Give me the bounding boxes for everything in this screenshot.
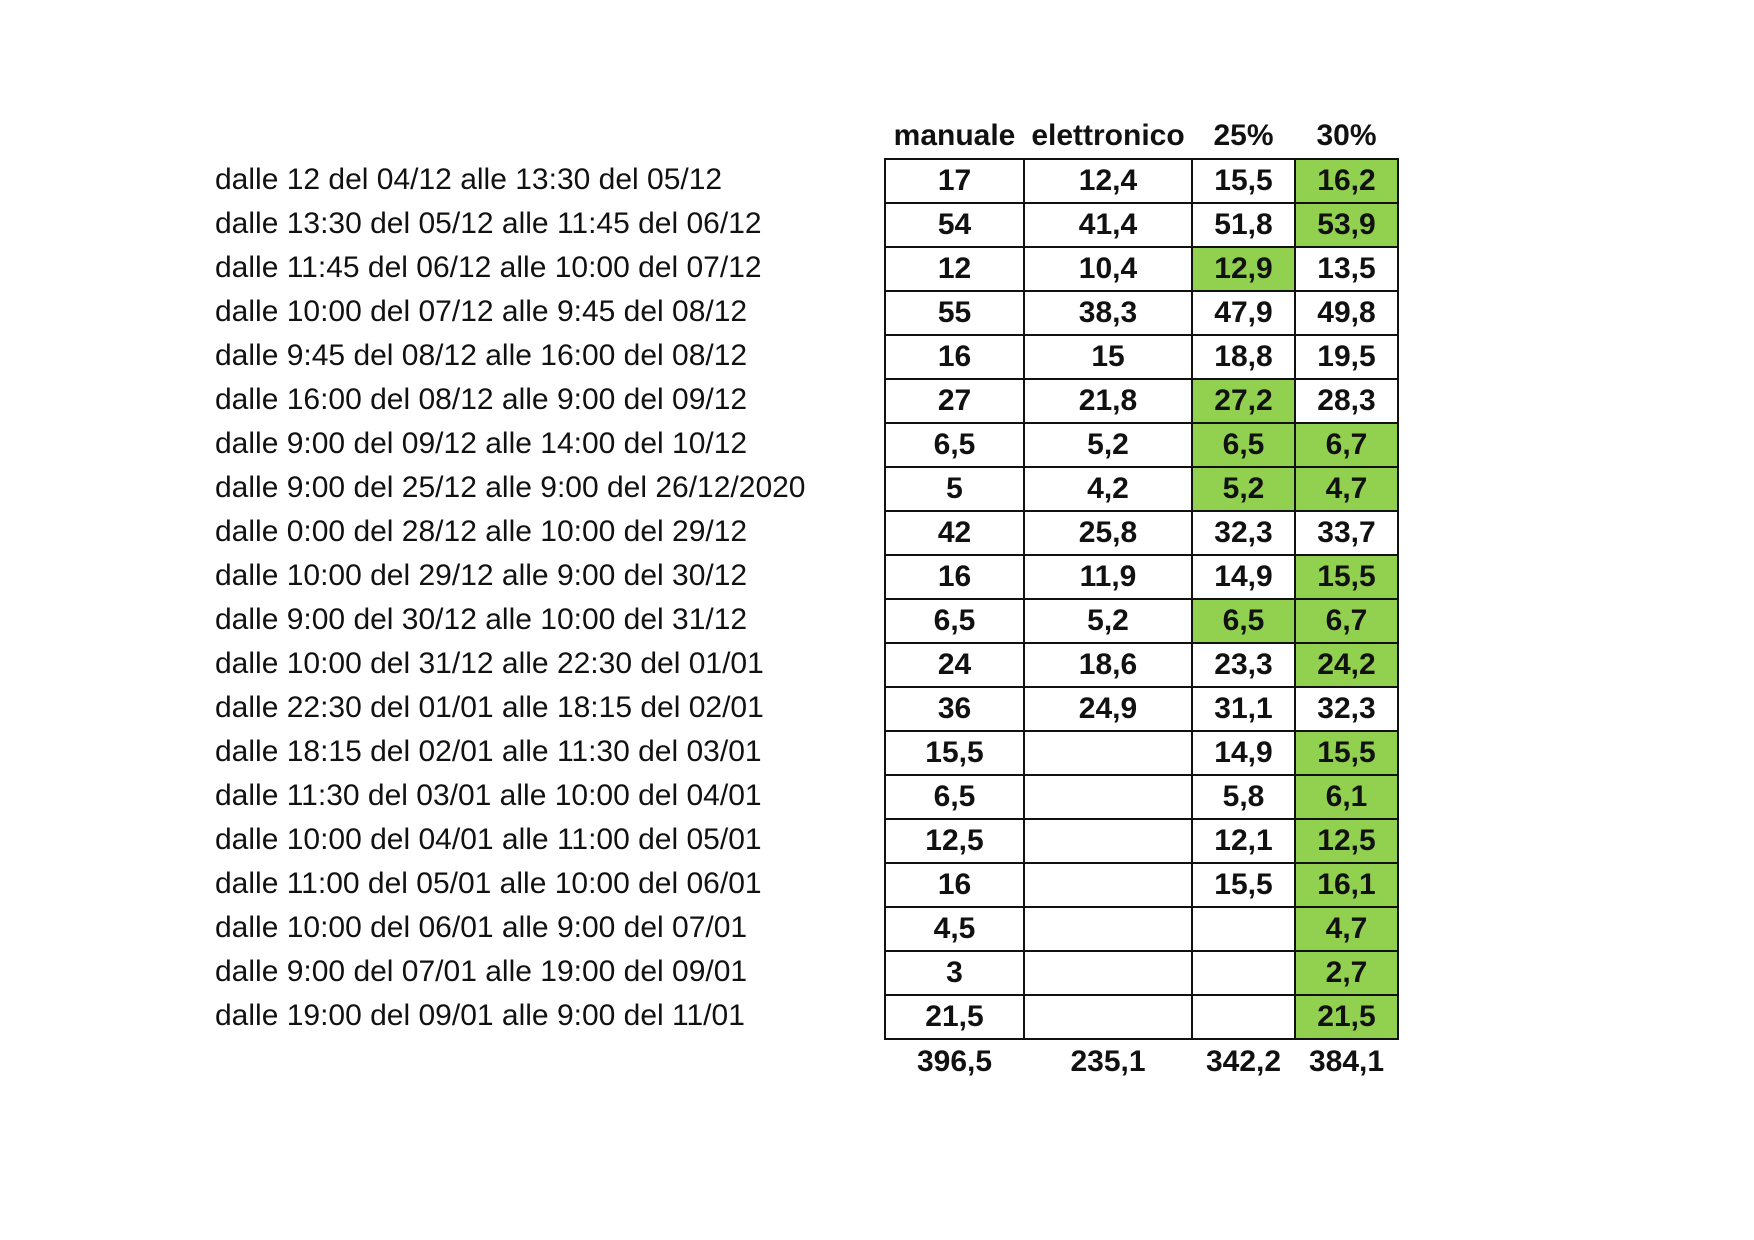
cell-manuale: 3 xyxy=(885,951,1024,995)
cell-elettronico: 41,4 xyxy=(1024,203,1192,247)
table-row xyxy=(885,379,1398,423)
cell-25-percent: 6,5 xyxy=(1192,599,1295,643)
cell-manuale: 27 xyxy=(885,379,1024,423)
row-labels xyxy=(215,158,855,1038)
cell-elettronico: 24,9 xyxy=(1024,687,1192,731)
row-label: dalle 12 del 04/12 alle 13:30 del 05/12 xyxy=(215,163,723,196)
table-row xyxy=(885,599,1398,643)
table-row xyxy=(885,335,1398,379)
cell-elettronico: 4,2 xyxy=(1024,467,1192,511)
row-label: dalle 9:00 del 09/12 alle 14:00 del 10/12 xyxy=(215,427,748,460)
cell-manuale: 16 xyxy=(885,335,1024,379)
row-label: dalle 19:00 del 09/01 alle 9:00 del 11/01 xyxy=(215,999,745,1032)
header-30-percent: 30% xyxy=(1316,119,1377,152)
total-25-percent: 342,2 xyxy=(1205,1045,1282,1078)
header-elettronico: elettronico xyxy=(1031,119,1185,152)
row-label: dalle 10:00 del 06/01 alle 9:00 del 07/01 xyxy=(215,911,748,944)
row-label: dalle 11:00 del 05/01 alle 10:00 del 06/01 xyxy=(215,867,762,900)
cell-25-percent: 14,9 xyxy=(1192,555,1295,599)
cell-elettronico: 15 xyxy=(1024,335,1192,379)
cell-30-percent: 49,8 xyxy=(1295,291,1398,335)
table-row xyxy=(885,731,1398,775)
cell-elettronico xyxy=(1024,775,1192,819)
cell-25-percent xyxy=(1192,907,1295,951)
cell-manuale: 6,5 xyxy=(885,423,1024,467)
cell-elettronico: 10,4 xyxy=(1024,247,1192,291)
cell-elettronico: 11,9 xyxy=(1024,555,1192,599)
total-elettronico: 235,1 xyxy=(1070,1045,1146,1078)
table-row xyxy=(885,643,1398,687)
table-row xyxy=(885,995,1398,1039)
cell-manuale: 36 xyxy=(885,687,1024,731)
cell-elettronico xyxy=(1024,951,1192,995)
cell-25-percent: 47,9 xyxy=(1192,291,1295,335)
cell-25-percent xyxy=(1192,951,1295,995)
cell-25-percent: 18,8 xyxy=(1192,335,1295,379)
cell-manuale: 5 xyxy=(885,467,1024,511)
cell-manuale: 24 xyxy=(885,643,1024,687)
cell-25-percent: 12,9 xyxy=(1192,247,1295,291)
row-label: dalle 9:00 del 07/01 alle 19:00 del 09/01 xyxy=(215,955,748,988)
cell-30-percent: 53,9 xyxy=(1295,203,1398,247)
cell-30-percent: 21,5 xyxy=(1295,995,1398,1039)
cell-25-percent: 32,3 xyxy=(1192,511,1295,555)
cell-30-percent: 32,3 xyxy=(1295,687,1398,731)
row-label: dalle 22:30 del 01/01 alle 18:15 del 02/01 xyxy=(215,691,764,724)
cell-manuale: 17 xyxy=(885,159,1024,203)
cell-manuale: 16 xyxy=(885,863,1024,907)
cell-25-percent: 14,9 xyxy=(1192,731,1295,775)
row-label: dalle 9:00 del 30/12 alle 10:00 del 31/12 xyxy=(215,603,748,636)
table-row xyxy=(885,511,1398,555)
cell-30-percent: 33,7 xyxy=(1295,511,1398,555)
row-label: dalle 10:00 del 07/12 alle 9:45 del 08/12 xyxy=(215,295,748,328)
cell-25-percent: 31,1 xyxy=(1192,687,1295,731)
cell-elettronico xyxy=(1024,995,1192,1039)
row-label: dalle 0:00 del 28/12 alle 10:00 del 29/12 xyxy=(215,515,748,548)
cell-manuale: 6,5 xyxy=(885,775,1024,819)
cell-25-percent: 15,5 xyxy=(1192,863,1295,907)
header-25-percent: 25% xyxy=(1213,119,1274,152)
table-row xyxy=(885,203,1398,247)
row-label: dalle 9:45 del 08/12 alle 16:00 del 08/12 xyxy=(215,339,748,372)
cell-25-percent: 27,2 xyxy=(1192,379,1295,423)
cell-25-percent: 23,3 xyxy=(1192,643,1295,687)
row-label: dalle 13:30 del 05/12 alle 11:45 del 06/12 xyxy=(215,207,762,240)
table-row xyxy=(885,423,1398,467)
total-manuale: 396,5 xyxy=(916,1045,993,1078)
cell-25-percent: 6,5 xyxy=(1192,423,1295,467)
data-table xyxy=(884,114,1399,1084)
table-row xyxy=(885,819,1398,863)
cell-manuale: 4,5 xyxy=(885,907,1024,951)
cell-elettronico: 21,8 xyxy=(1024,379,1192,423)
cell-manuale: 42 xyxy=(885,511,1024,555)
cell-manuale: 21,5 xyxy=(885,995,1024,1039)
cell-30-percent: 4,7 xyxy=(1295,907,1398,951)
cell-25-percent: 51,8 xyxy=(1192,203,1295,247)
cell-elettronico: 12,4 xyxy=(1024,159,1192,203)
header-row xyxy=(885,114,1398,159)
cell-30-percent: 13,5 xyxy=(1295,247,1398,291)
cell-manuale: 16 xyxy=(885,555,1024,599)
cell-manuale: 12 xyxy=(885,247,1024,291)
cell-25-percent: 5,8 xyxy=(1192,775,1295,819)
cell-manuale: 6,5 xyxy=(885,599,1024,643)
cell-elettronico xyxy=(1024,907,1192,951)
cell-30-percent: 6,7 xyxy=(1295,423,1398,467)
total-30-percent: 384,1 xyxy=(1308,1045,1385,1078)
row-label: dalle 11:30 del 03/01 alle 10:00 del 04/01 xyxy=(215,779,762,812)
cell-25-percent: 5,2 xyxy=(1192,467,1295,511)
cell-30-percent: 15,5 xyxy=(1295,731,1398,775)
row-label: dalle 9:00 del 25/12 alle 9:00 del 26/12/2020 xyxy=(215,471,806,504)
cell-25-percent xyxy=(1192,995,1295,1039)
table-row xyxy=(885,951,1398,995)
cell-30-percent: 19,5 xyxy=(1295,335,1398,379)
cell-elettronico: 18,6 xyxy=(1024,643,1192,687)
cell-elettronico: 5,2 xyxy=(1024,423,1192,467)
table-row xyxy=(885,291,1398,335)
cell-25-percent: 15,5 xyxy=(1192,159,1295,203)
cell-elettronico xyxy=(1024,731,1192,775)
table-row xyxy=(885,863,1398,907)
cell-elettronico: 5,2 xyxy=(1024,599,1192,643)
cell-elettronico: 25,8 xyxy=(1024,511,1192,555)
cell-30-percent: 28,3 xyxy=(1295,379,1398,423)
row-label: dalle 10:00 del 31/12 alle 22:30 del 01/01 xyxy=(215,647,764,680)
row-label: dalle 10:00 del 04/01 alle 11:00 del 05/01 xyxy=(215,823,762,856)
cell-30-percent: 12,5 xyxy=(1295,819,1398,863)
table-row xyxy=(885,247,1398,291)
cell-elettronico: 38,3 xyxy=(1024,291,1192,335)
cell-elettronico xyxy=(1024,863,1192,907)
cell-manuale: 12,5 xyxy=(885,819,1024,863)
table-row xyxy=(885,907,1398,951)
cell-manuale: 54 xyxy=(885,203,1024,247)
cell-elettronico xyxy=(1024,819,1192,863)
cell-30-percent: 4,7 xyxy=(1295,467,1398,511)
table-row xyxy=(885,467,1398,511)
header-manuale: manuale xyxy=(893,119,1016,152)
cell-manuale: 55 xyxy=(885,291,1024,335)
row-label: dalle 16:00 del 08/12 alle 9:00 del 09/12 xyxy=(215,383,748,416)
table-row xyxy=(885,555,1398,599)
totals-row xyxy=(885,1039,1398,1084)
cell-30-percent: 16,2 xyxy=(1295,159,1398,203)
row-label: dalle 11:45 del 06/12 alle 10:00 del 07/12 xyxy=(215,251,762,284)
table-row xyxy=(885,687,1398,731)
cell-30-percent: 16,1 xyxy=(1295,863,1398,907)
cell-30-percent: 24,2 xyxy=(1295,643,1398,687)
table-row xyxy=(885,159,1398,203)
cell-30-percent: 15,5 xyxy=(1295,555,1398,599)
cell-30-percent: 2,7 xyxy=(1295,951,1398,995)
cell-30-percent: 6,1 xyxy=(1295,775,1398,819)
row-label: dalle 18:15 del 02/01 alle 11:30 del 03/01 xyxy=(215,735,762,768)
row-label: dalle 10:00 del 29/12 alle 9:00 del 30/12 xyxy=(215,559,748,592)
table-row xyxy=(885,775,1398,819)
cell-30-percent: 6,7 xyxy=(1295,599,1398,643)
cell-manuale: 15,5 xyxy=(885,731,1024,775)
cell-25-percent: 12,1 xyxy=(1192,819,1295,863)
